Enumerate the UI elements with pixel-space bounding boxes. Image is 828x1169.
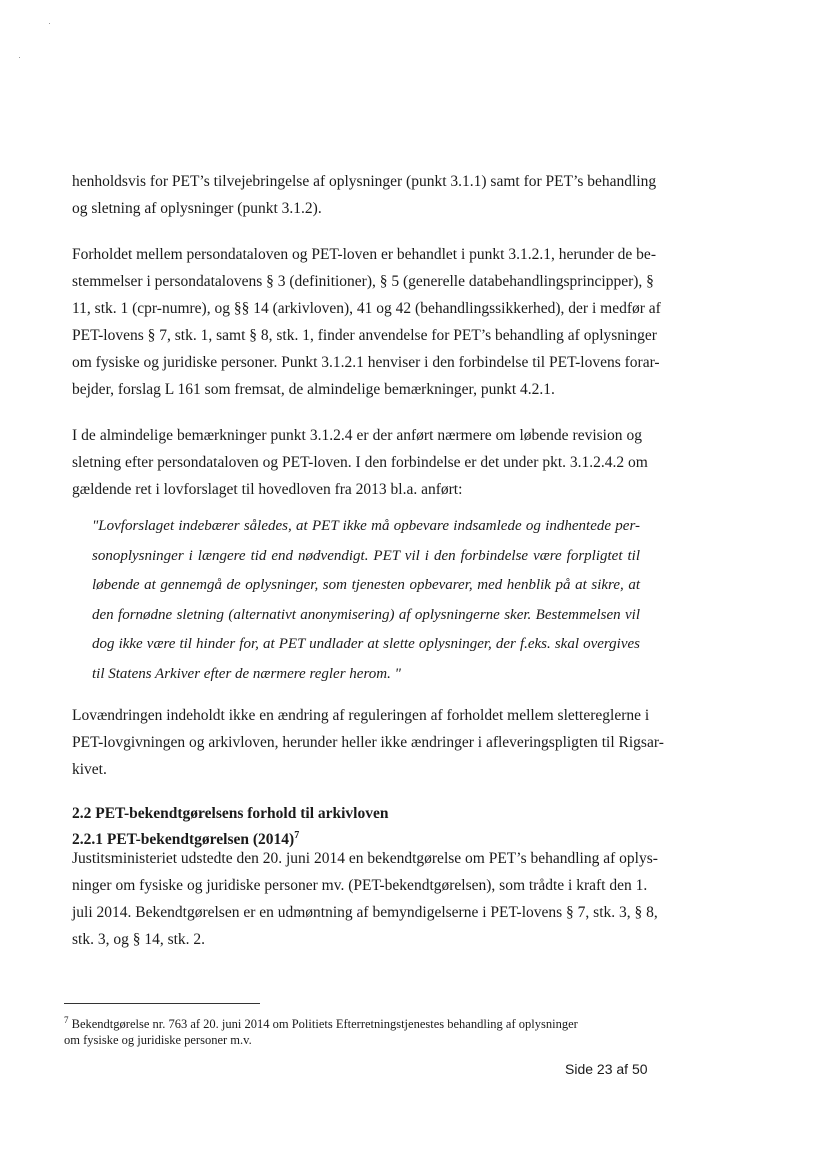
text-line: PET-lovgivningen og arkivloven, herunder heller ikke ændringer i afleveringspligten til Rigsar- — [72, 734, 664, 751]
subsection-heading-text: 2.2.1 PET-bekendtgørelsen (2014) — [72, 831, 295, 849]
paragraph-5 — [72, 845, 658, 953]
paragraph-3 — [72, 422, 648, 503]
footnote-text: Bekendtgørelse nr. 763 af 20. juni 2014 om Politiets Efterretningstjenestes behandling af oplysninger — [71, 1017, 578, 1032]
footnote-line — [64, 1012, 644, 1032]
quote-line: den fornødne sletning (alternativt anonymisering) af oplysningerne sker. Bestemmelsen vil — [92, 606, 640, 623]
section-heading — [72, 805, 389, 823]
text-line: henholdsvis for PET’s tilvejebringelse af oplysninger (punkt 3.1.1) samt for PET’s behandling — [72, 173, 657, 190]
footnote-reference: 7 — [294, 830, 300, 841]
text-line: 11, stk. 1 (cpr-numre), og §§ 14 (arkivloven), 41 og 42 (behandlingssikkerhed), der i medfør af — [72, 300, 661, 317]
text-line: og sletning af oplysninger (punkt 3.1.2). — [72, 200, 322, 217]
text-line: kivet. — [72, 761, 107, 778]
text-line: Forholdet mellem persondataloven og PET-loven er behandlet i punkt 3.1.2.1, herunder de be- — [72, 246, 656, 263]
text-line: stemmelser i persondatalovens § 3 (definitioner), § 5 (generelle databehandlingsprincipper), § — [72, 273, 654, 290]
text-line: sletning efter persondataloven og PET-loven. I den forbindelse er det under pkt. 3.1.2.4.2 om — [72, 454, 648, 471]
footnote — [64, 1012, 644, 1048]
paragraph-4 — [72, 702, 664, 783]
section-heading-text: 2.2 PET-bekendtgørelsens forhold til arkivloven — [72, 805, 389, 822]
text-line: PET-lovens § 7, stk. 1, samt § 8, stk. 1, finder anvendelse for PET’s behandling af oplysninger — [72, 327, 657, 344]
paragraph-2 — [72, 241, 661, 403]
scan-speck — [49, 23, 50, 24]
text-line: I de almindelige bemærkninger punkt 3.1.2.4 er der anført nærmere om løbende revision og — [72, 427, 642, 444]
text-line: bejder, forslag L 161 som fremsat, de almindelige bemærkninger, punkt 4.2.1. — [72, 381, 555, 398]
text-line: stk. 3, og § 14, stk. 2. — [72, 931, 206, 948]
quote-line: "Lovforslaget indebærer således, at PET ikke må opbevare indsamlede og indhentede per- — [92, 518, 640, 534]
quote-line: til Statens Arkiver efter de nærmere regler herom. " — [92, 665, 401, 682]
text-line: gældende ret i lovforslaget til hovedloven fra 2013 bl.a. anført: — [72, 481, 463, 498]
scan-speck — [19, 57, 20, 58]
footnote-separator — [64, 1003, 260, 1004]
text-line: ninger om fysiske og juridiske personer mv. (PET-bekendtgørelsen), som trådte i kraft den 1. — [72, 877, 648, 894]
block-quote — [92, 512, 640, 689]
page-number: Side 23 af 50 — [565, 1061, 648, 1077]
footnote-number: 7 — [64, 1015, 69, 1025]
quote-line: sonoplysninger i længere tid end nødvendigt. PET vil i den forbindelse være forpligtet til — [92, 547, 640, 564]
text-line: Lovændringen indeholdt ikke en ændring af reguleringen af forholdet mellem slettereglerne i — [72, 707, 650, 724]
quote-line: løbende at gennemgå de oplysninger, som tjenesten opbevarer, med henblik på at sikre, at — [92, 577, 640, 593]
paragraph-1 — [72, 168, 657, 222]
text-line: juli 2014. Bekendtgørelsen er en udmøntning af bemyndigelserne i PET-lovens § 7, stk. 3, § 8, — [72, 904, 658, 921]
quote-line: dog ikke være til hinder for, at PET undlader at slette oplysninger, der f.eks. skal overgives — [92, 636, 640, 652]
text-line: Justitsministeriet udstedte den 20. juni 2014 en bekendtgørelse om PET’s behandling af oplys- — [72, 850, 658, 867]
text-line: om fysiske og juridiske personer. Punkt 3.1.2.1 henviser i den forbindelse til PET-lovens forar- — [72, 354, 660, 371]
footnote-line: om fysiske og juridiske personer m.v. — [64, 1033, 252, 1048]
